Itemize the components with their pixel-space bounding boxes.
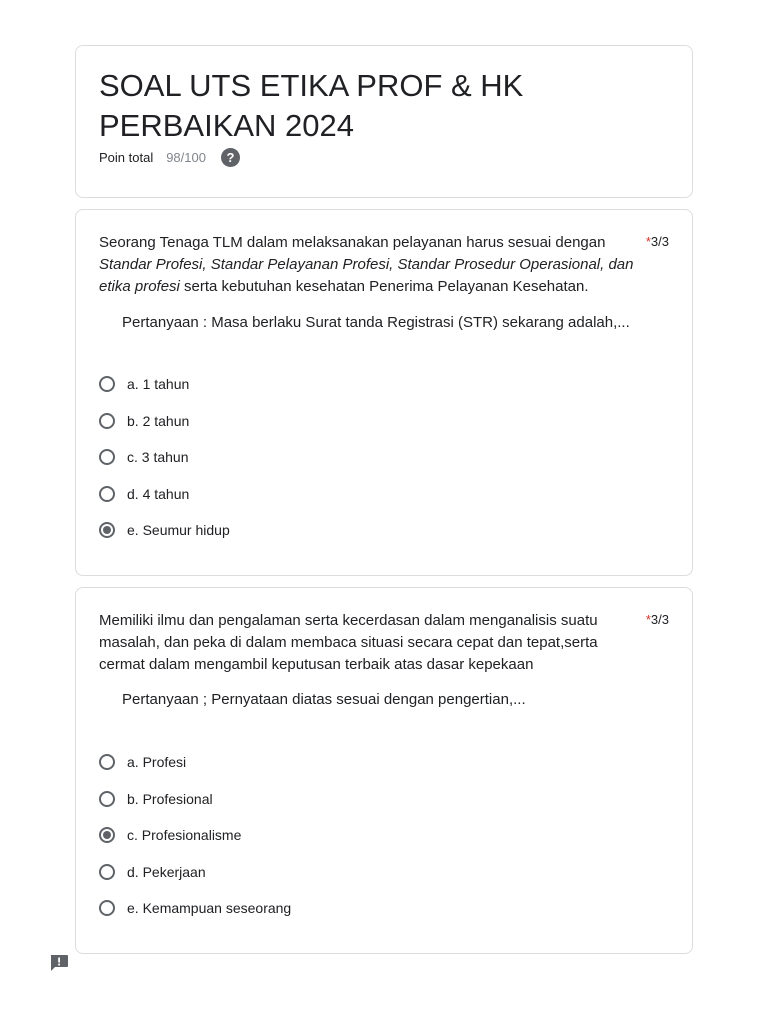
- question-score: [646, 612, 669, 627]
- radio-unchecked-icon[interactable]: [99, 449, 115, 465]
- report-feedback-icon[interactable]: [49, 954, 69, 972]
- options-group: [99, 744, 291, 927]
- option-a[interactable]: [99, 744, 291, 781]
- option-b[interactable]: [99, 403, 230, 440]
- question-subtext: Pertanyaan : Masa berlaku Surat tanda Registrasi (STR) sekarang adalah,...: [122, 314, 630, 331]
- radio-checked-icon[interactable]: [99, 522, 115, 538]
- option-label: b. 2 tahun: [127, 412, 190, 429]
- radio-unchecked-icon[interactable]: [99, 864, 115, 880]
- question-text: Memiliki ilmu dan pengalaman serta kecerdasan dalam menganalisis suatu masalah, dan peka di dalam membaca situasi secara cepat dan tepat,serta cermat dalam mengambil keputusan terbaik atas dasar kepekaan: [99, 612, 598, 673]
- radio-unchecked-icon[interactable]: [99, 413, 115, 429]
- question-card-2: [75, 587, 693, 954]
- option-c[interactable]: [99, 817, 291, 854]
- question-text-italic: Standar Profesi, Standar Pelayanan Profesi, Standar Prosedur Operasional, dan etika profesi: [99, 256, 634, 295]
- score-value: 3/3: [650, 612, 669, 627]
- option-label: a. 1 tahun: [127, 376, 190, 393]
- radio-checked-icon[interactable]: [99, 827, 115, 843]
- radio-unchecked-icon[interactable]: [99, 900, 115, 916]
- help-icon[interactable]: ?: [221, 148, 240, 167]
- option-label: b. Profesional: [127, 790, 213, 807]
- form-header-card: [75, 45, 693, 198]
- option-e[interactable]: [99, 512, 230, 549]
- required-star: *: [645, 234, 651, 249]
- option-c[interactable]: [99, 439, 230, 476]
- option-label: d. Pekerjaan: [127, 863, 206, 880]
- option-label: e. Seumur hidup: [127, 522, 230, 539]
- question-text-part: serta kebutuhan kesehatan Penerima Pelayanan Kesehatan.: [179, 278, 589, 295]
- option-label: c. 3 tahun: [127, 449, 189, 466]
- total-points: [99, 148, 240, 167]
- option-label: c. Profesionalisme: [127, 827, 242, 844]
- points-value: 98/100: [166, 150, 206, 165]
- radio-unchecked-icon[interactable]: [99, 486, 115, 502]
- radio-unchecked-icon[interactable]: [99, 376, 115, 392]
- score-value: 3/3: [650, 234, 669, 249]
- radio-unchecked-icon[interactable]: [99, 791, 115, 807]
- question-card-1: [75, 209, 693, 576]
- option-b[interactable]: [99, 781, 291, 818]
- option-a[interactable]: [99, 366, 230, 403]
- question-score: [646, 234, 669, 249]
- required-star: *: [645, 612, 651, 627]
- option-d[interactable]: [99, 854, 291, 891]
- option-label: a. Profesi: [127, 754, 187, 771]
- radio-unchecked-icon[interactable]: [99, 754, 115, 770]
- points-label: Poin total: [99, 150, 154, 165]
- question-text: [99, 232, 635, 298]
- form-title: SOAL UTS ETIKA PROF & HK PERBAIKAN 2024: [99, 68, 524, 143]
- option-label: d. 4 tahun: [127, 485, 190, 502]
- question-text-part: Seorang Tenaga TLM dalam melaksanakan pelayanan harus sesuai dengan: [99, 234, 606, 251]
- option-label: e. Kemampuan seseorang: [127, 900, 292, 917]
- question-subtext: Pertanyaan ; Pernyataan diatas sesuai dengan pengertian,...: [122, 691, 526, 708]
- option-e[interactable]: [99, 890, 291, 927]
- options-group: [99, 366, 230, 549]
- option-d[interactable]: [99, 476, 230, 513]
